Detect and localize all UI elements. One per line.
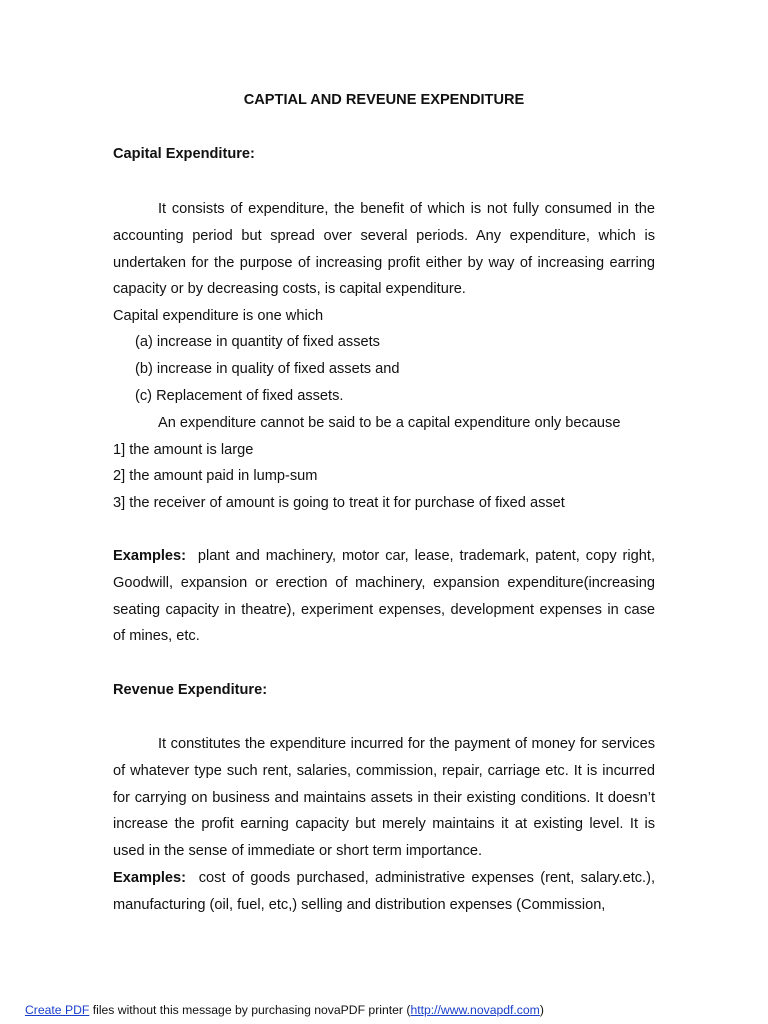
revenue-heading: Revenue Expenditure:: [113, 682, 268, 698]
capital-reason-3: 3] the receiver of amount is going to treat it for purchase of fixed asset: [113, 495, 565, 511]
pdf-footer: [25, 1003, 544, 1017]
capital-item-b: (b) increase in quality of fixed assets and: [135, 361, 400, 377]
revenue-examples: [113, 865, 655, 919]
create-pdf-link[interactable]: Create PDF: [25, 1003, 90, 1017]
revenue-definition: It constitutes the expenditure incurred for the payment of money for services of whatever type such rent, salaries, commission, repair, carriage etc. It is incurred for carrying on business and maintains assets in their existing conditions. It doesn’t increase the profit earning capacity but merely maintains it at existing level. It is used in the sense of immediate or short term importance.: [113, 736, 655, 860]
capital-examples: [113, 543, 655, 650]
capital-item-a: (a) increase in quantity of fixed assets: [135, 334, 380, 350]
novapdf-link[interactable]: http://www.novapdf.com: [410, 1003, 540, 1017]
footer-text-1: files without this message by purchasing novaPDF printer (: [89, 1003, 411, 1017]
capital-heading: Capital Expenditure:: [113, 146, 255, 162]
capital-examples-text: plant and machinery, motor car, lease, trademark, patent, copy right, Goodwill, expansion or erection of machinery, expansion expenditure(increasing seating capacity in theatre), experiment expenses, development expenses in case of mines, etc.: [113, 548, 655, 645]
revenue-examples-text: cost of goods purchased, administrative expenses (rent, salary.etc.), manufacturing (oil, fuel, etc,) selling and distribution expenses (Commission,: [113, 870, 656, 913]
document-title: CAPTIAL AND REVEUNE EXPENDITURE: [243, 92, 525, 108]
capital-cannot-statement: An expenditure cannot be said to be a capital expenditure only because: [158, 415, 621, 431]
revenue-examples-label: Examples:: [113, 870, 187, 886]
capital-reason-2: 2] the amount paid in lump-sum: [113, 468, 318, 484]
capital-examples-label: Examples:: [113, 548, 187, 564]
capital-item-c: (c) Replacement of fixed assets.: [135, 388, 344, 404]
capital-intro: Capital expenditure is one which: [113, 308, 324, 324]
capital-reason-1: 1] the amount is large: [113, 442, 254, 458]
capital-definition: It consists of expenditure, the benefit of which is not fully consumed in the accounting period but spread over several periods. Any expenditure, which is undertaken for the purpose of increasing profit either by way of increasing earring capacity or by decreasing costs, is capital expenditure.: [113, 201, 655, 298]
footer-text-2: ): [539, 1003, 544, 1017]
